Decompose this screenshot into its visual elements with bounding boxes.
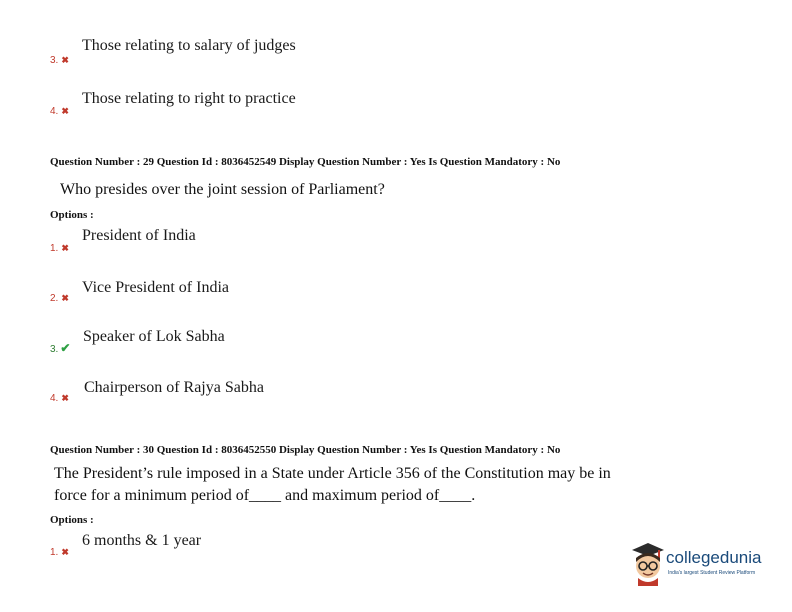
cross-icon: ✖: [61, 106, 69, 116]
check-icon: ✔: [60, 341, 71, 355]
prev-option-3-number: [50, 55, 69, 66]
option-number: 1.: [50, 547, 59, 558]
cross-icon: ✖: [61, 393, 69, 403]
q29-option-3-text: Speaker of Lok Sabha: [83, 328, 225, 345]
q29-option-3-number: [50, 341, 70, 355]
q29-header: Question Number : 29 Question Id : 8036452549 Display Question Number : Yes Is Question Mandatory : No: [50, 156, 561, 168]
q29-options-label: Options :: [50, 209, 94, 221]
logo-name: collegedunia: [666, 548, 762, 567]
option-number: 4.: [50, 393, 59, 404]
collegedunia-logo: [628, 540, 788, 588]
q30-option-1-text: 6 months & 1 year: [82, 532, 202, 549]
q29-option-2-number: [50, 293, 69, 304]
cross-icon: ✖: [61, 293, 69, 303]
option-number: 1.: [50, 243, 59, 254]
q29-option-1-number: [50, 243, 69, 254]
q30-text-line1: The President’s rule imposed in a State under Article 356 of the Constitution may be in: [54, 465, 611, 482]
student-mascot-icon: [628, 540, 666, 586]
cross-icon: ✖: [61, 547, 69, 557]
q30-options-label: Options :: [50, 514, 94, 526]
option-number: 4.: [50, 106, 59, 117]
option-number: 3.: [50, 55, 59, 66]
q29-option-4-text: Chairperson of Rajya Sabha: [84, 379, 264, 396]
logo-tagline: India's largest Student Review Platform: [668, 570, 756, 576]
cross-icon: ✖: [61, 243, 69, 253]
q29-option-4-number: [50, 393, 69, 404]
option-number: 3.: [50, 344, 59, 355]
q30-header: Question Number : 30 Question Id : 8036452550 Display Question Number : Yes Is Question Mandatory : No: [50, 444, 561, 456]
prev-option-4-number: [50, 106, 69, 117]
q29-option-2-text: Vice President of India: [82, 279, 229, 296]
q29-option-1-text: President of India: [82, 227, 196, 244]
prev-option-3-text: Those relating to salary of judges: [82, 37, 296, 54]
q30-option-1-number: [50, 547, 69, 558]
option-number: 2.: [50, 293, 59, 304]
q30-text-line2: force for a minimum period of____ and maximum period of____.: [54, 487, 476, 504]
prev-option-4-text: Those relating to right to practice: [82, 90, 296, 107]
q29-text: Who presides over the joint session of Parliament?: [60, 181, 385, 198]
cross-icon: ✖: [61, 55, 69, 65]
